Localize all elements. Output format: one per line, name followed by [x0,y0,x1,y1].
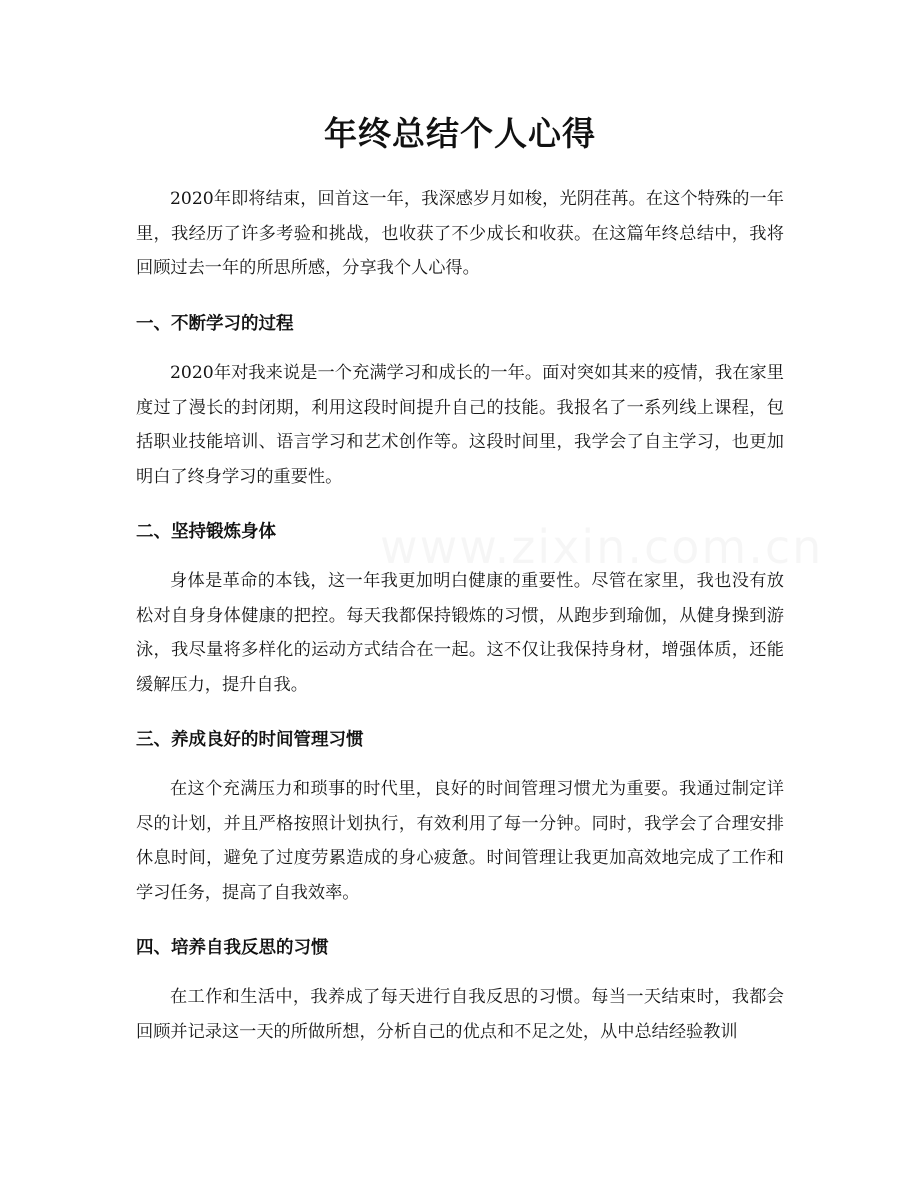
section-heading-1: 一、不断学习的过程 [136,314,294,334]
document-title: 年终总结个人心得 [324,114,596,153]
section-body-3: 在这个充满压力和琐事的时代里，良好的时间管理习惯尤为重要。我通过制定详尽的计划，并且严格按照计划执行，有效利用了每一分钟。同时，我学会了合理安排休息时间，避免了过度劳累造成的身心疲惫。时间管理让我更加高效地完成了工作和学习任务，提高了自我效率。 [136,779,784,903]
section-body-4: 在工作和生活中，我养成了每天进行自我反思的习惯。每当一天结束时，我都会回顾并记录这一天的所做所想，分析自己的优点和不足之处，从中总结经验教训 [136,987,784,1042]
intro-paragraph: 2020年即将结束，回首这一年，我深感岁月如梭，光阴荏苒。在这个特殊的一年里，我经历了许多考验和挑战，也收获了不少成长和收获。在这篇年终总结中，我将回顾过去一年的所思所感，分享我个人心得。 [136,189,784,278]
section-body-1: 2020年对我来说是一个充满学习和成长的一年。面对突如其来的疫情，我在家里度过了漫长的封闭期，利用这段时间提升自己的技能。我报名了一系列线上课程，包括职业技能培训、语言学习和艺术创作等。这段时间里，我学会了自主学习，也更加明白了终身学习的重要性。 [136,363,784,487]
section-heading-4: 四、培养自我反思的习惯 [136,938,329,958]
section-body-2: 身体是革命的本钱，这一年我更加明白健康的重要性。尽管在家里，我也没有放松对自身身体健康的把控。每天我都保持锻炼的习惯，从跑步到瑜伽，从健身操到游泳，我尽量将多样化的运动方式结合在一起。这不仅让我保持身材，增强体质，还能缓解压力，提升自我。 [136,571,784,695]
section-heading-2: 二、坚持锻炼身体 [136,522,276,542]
section-heading-3: 三、养成良好的时间管理习惯 [136,730,364,750]
